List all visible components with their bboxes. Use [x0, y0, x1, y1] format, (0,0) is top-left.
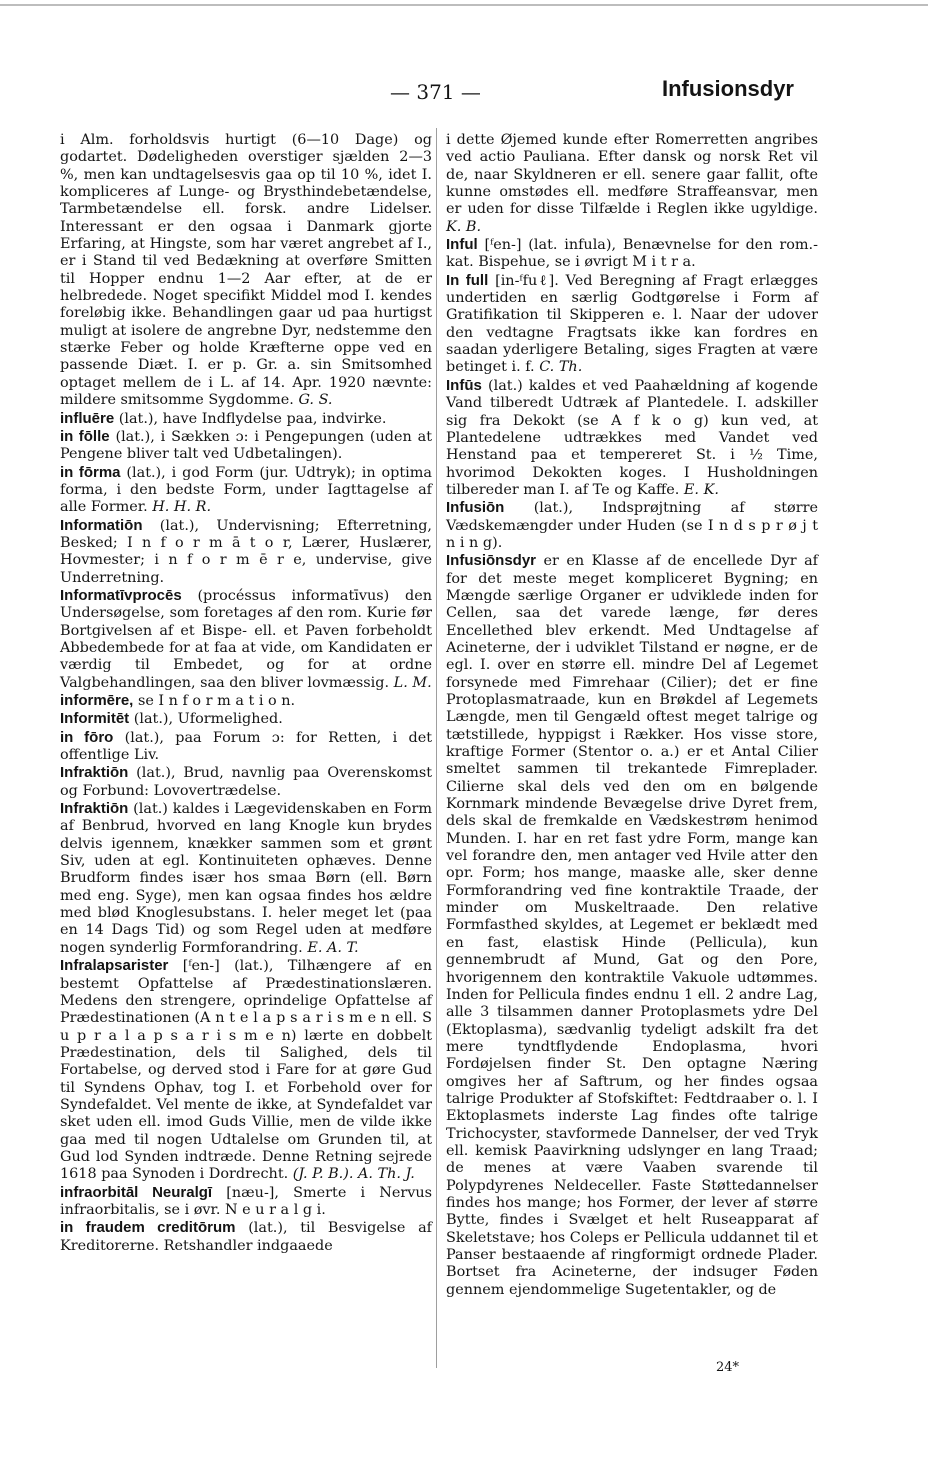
entry-signature: (J. P. B.). A. Th. J. [292, 1166, 415, 1183]
entry-continuation [446, 132, 818, 236]
entry [60, 410, 432, 428]
entry-text: (lat.) kaldes et ved Paahældning af kogende Vand tilberedt Udtræk af Plantedele. I. adskiller sig fra Dekokt (se A f k o g) kun ved, at Plantedelene udtrækkes med Vandet ved Henstand paa et tempereret St. i ½ Time, hvorimod Dekokten koges. I Husholdningen tilbereder man I. af Te og Kaffe. [446, 377, 818, 498]
entry [60, 957, 432, 1183]
running-head: Infusionsdyr [661, 76, 794, 101]
entry [60, 764, 432, 800]
entry [60, 464, 432, 517]
entry [60, 517, 432, 587]
entry-text: (lat.) kaldes i Lægevidenskaben en Form af Benbrud, hvorved en lang Knogle kun brydes delvis igennem, knækker sammen som et grønt Siv, uden at egl. Kontinuiteten ophæves. Denne Brudform findes især hos smaa Børn (ell. Børn med eng. Syge), men kan ogsaa findes hos ældre med blød Knoglesubstans. I. heler meget let (paa en 14 Dags Tid) og som Regel uden at medføre nogen synderlig Formforandring. [60, 801, 432, 956]
entry [446, 499, 818, 552]
entry-text: i Alm. forholdsvis hurtigt (6—10 Dage) og godartet. Dødeligheden overstiger sjælden 2—3 %, men kan undtagelsesvis gaa op til 10 %, idet I. kompliceres af Lunge- og Brysthindebetændelse, Tarmbetændelse ell. forsk. andre Lidelser. Interessant er den ogsaa i Danmark gjorte Erfaring, at Hingste, som har været angrebet af I., er i Stand til ved Bedækning at overføre Smitten til Hopper endnu 1—2 Aar efter, at de er helbredede. Noget specifikt Middel mod I. kendes foreløbig ikke. Behandlingen gaar ud paa hurtigst muligt at isolere de angrebne Dyr, nedstemme den stærke Feber og holde Kræfterne oppe ved en passende Diæt. I. er p. Gr. a. sin Smitsomhed optaget mellem de i L. af 14. Apr. 1920 nævnte: mildere smitsomme Sygdomme. [60, 132, 432, 409]
entry-signature: E. A. T. [307, 939, 359, 956]
entry [446, 272, 818, 377]
entry-signature: E. K. [683, 481, 719, 498]
signature-mark: 24* [716, 1360, 740, 1375]
entry-signature: H. H. R. [152, 499, 212, 516]
entry-text: er en Klasse af de encellede Dyr af for det meste meget kompliceret Bygning; en Mængde særlige Organer er udviklede inden for Cellen, saa det varede længe, før deres Encellethed blev erkendt. Med Undtagelse af Acineterne, der i udviklet Tilstand er nøgne, er de egl. I. over en større ell. mindre Del af Legemet forsynede med Fimrehaar (Cilier); det er fine Protoplasmatraade, kun en Brøkdel af Legemets Længde, men til Gengæld oftest meget talrige og tætstillede, hyppigst i Rækker. Hos visse store, kraftige Former (Stentor o. a.) er et Antal Cilier smeltet sammen til trekantede Fimreplader. Cilierne skal dels ved den om en bølgende Kornmark mindende Bevægelse drive Dyret frem, dels skal de fremkalde en Vædskestrøm henimod Munden. I. har en ret fast ydre Form, mange kan vel forandre den, men antager ved Hvile atter den opr. Form; hos mange, maaske alle, sker denne Formforandring ved fine kontraktile Traade, der minder om Muskeltraade. Den relative Formfasthed skyldes, at Legemet er beklædt med en fast, elastisk Hinde (Pellicula), kun gennembrudt af Mund, Gat og den Pore, hvorigennem den kontraktile Vakuole udtømmes. Inden for Pellicula findes endnu 1 ell. 2 andre Lag, alle 3 tilsammen danner Protoplasmets ydre Del (Ektoplasma), sædvanlig tydeligt adskilt fra det mere tyndtflydende Endoplasma, hvori Fordøjelsen finder St. Den optagne Næring omgives her af Saftrum, og her findes ogsaa talrige Produkter af Stofskiftet: Fedtdraaber o. l. I Ektoplasmets inderste Lag findes ofte talrige Trichocyster, stavformede Dannelser, der ved Tryk ell. kemisk Paavirkning udslynger en lang Traad; de menes at være Vaaben svarende til Polypdyrenes Neldeceller. Faste Støttedannelser findes hos mange; hos Former, der lever af større Bytte, findes i Svælget et helt Ruseapparat af Skeletstave; hos Coleps er Pellicula uddannet til et Panser bestaaende af ringformigt ordnede Plader. Bortset fra Acineterne, der indsuger Føden gennem ejendommelige Sugetentakler, og de [446, 553, 818, 1298]
entry-headword: in fōrma [60, 463, 121, 481]
entry-text: (lat.), til Besvigelse af Kreditorerne. Retshandler indgaaede [60, 1220, 432, 1254]
left-column [60, 132, 432, 1255]
entry-text: (lat.), i Sækken ɔ: i Pengepungen (uden at Pengene bliver talt ved Udbetalingen). [60, 428, 432, 463]
entry-text: (lat.), Brud, navnlig paa Overenskomst og Forbund: Lovovertrædelse. [60, 765, 433, 799]
entry-signature: K. B. [446, 218, 482, 235]
entry [446, 552, 818, 1299]
entry-headword: Infusiōn [446, 499, 505, 517]
entry [60, 800, 432, 957]
entry-headword: Inful [446, 236, 478, 254]
entry [60, 710, 432, 728]
entry-signature: L. M. [393, 674, 432, 691]
entry [60, 692, 432, 710]
entry [60, 1184, 432, 1220]
entry-text: (lat.), paa Forum ɔ: for Retten, i det offentlige Liv. [60, 729, 433, 764]
entry [60, 587, 432, 692]
entry-text: [ᶠen-] (lat. infula), Benævnelse for den rom.-kat. Bispehue, se i øvrigt M i t r a. [446, 237, 818, 271]
entry [60, 428, 432, 464]
entry-signature: C. Th. [539, 359, 583, 376]
entry-text: [ᶠen-] (lat.), Tilhængere af en bestemt Opfattelse af Prædestinationslæren. Medens den strengere, oprindelige Opfattelse af Prædestinationen (A n t e l a p s a r i s m e n ell. S u p r a l a p s a r i s m e n) lærte en dobbelt Prædestination, dels til Salighed, dels til Fortabelse, og derved stod i Fare for at gøre Gud til Syndens Ophav, tog I. et Forbehold over for Syndefaldet. Vel mente de ikke, at Syndefaldet var sket uden ell. imod Guds Villie, men de vilde ikke gaa med til nogen Udtalelse om Grunden til, at Gud lod Synden indtræde. Denne Retning sejrede 1618 paa Synoden i Dordrecht. [60, 958, 433, 1183]
entry-signature: G. S. [298, 392, 333, 409]
entry-headword: Infusiōnsdyr [446, 552, 537, 570]
entry-text: (procéssus informatīvus) den Undersøgelse, som foretages af den rom. Kurie før Bortgivelsen af et Bispe- ell. et Paven forbeholdt Abbedembede for at faa at vide, om Kandidaten er værdig til Embedet, og for at ordne Valgbehandlingen, saa den bliver lovmæssig. [60, 587, 433, 691]
entry-headword: Infralapsarister [60, 957, 169, 975]
entry-text: (lat.), have Indflydelse paa, indvirke. [118, 410, 387, 427]
entry-headword: Infraktiōn [60, 800, 129, 818]
entry-text: [in-ᶠfuℓ]. Ved Beregning af Fragt erlægges undertiden en særlig Godtgørelse i Form af Gratifikation til Skipperen e. l. Naar der udover den vedtagne Fragtsats ikke kan fordres en saadan yderligere Betaling, siges Fragten at være betinget i. f. [446, 272, 818, 376]
entry-continuation [60, 132, 432, 410]
entry-text: (lat.), Uformelighed. [133, 711, 283, 728]
entry-text: se I n f o r m a t i o n. [137, 693, 296, 709]
entry [60, 729, 432, 765]
page-number: — 371 — [390, 80, 481, 104]
entry-headword: Informatīvprocēs [60, 586, 182, 604]
entry [446, 236, 818, 272]
entry-headword: influēre [60, 409, 115, 427]
entry-text: i dette Øjemed kunde efter Romerretten angribes ved actio Pauliana. Efter dansk og norsk Ret vil de, naar Skyldneren er ell. senere gaar fallit, ofte kunne omstødes ell. medføre Straffeansvar, men er uden for disse Tilfælde i Reglen ikke ugyldige. [446, 132, 818, 218]
right-column [446, 132, 818, 1299]
entry-headword: in fōro [60, 728, 114, 746]
entry-headword: Informitēt [60, 710, 130, 728]
scan-top-edge [0, 4, 928, 6]
entry-text: (lat.), i god Form (jur. Udtryk); in optima forma, i den bedste Form, under Iagttagelse af alle Former. [60, 464, 432, 516]
entry-headword: infraorbitāl Neuralgī [60, 1183, 213, 1201]
entry-headword: in fraudem creditōrum [60, 1219, 236, 1237]
entry-headword: Informatiōn [60, 516, 143, 534]
entry-headword: Infraktiōn [60, 764, 129, 782]
entry-headword: Infūs [446, 376, 482, 394]
entry-text: [næu-], Smerte i Nervus infraorbitalis, se i øvr. N e u r a l g i. [60, 1184, 433, 1218]
entry-text: (lat.), Undervisning; Efterretning, Besked; I n f o r m ā t o r, Lærer, Huslærer, Hovmester; i n f o r m ē r e, undervise, give Underretning. [60, 517, 432, 586]
entry-text: (lat.), Indsprøjtning af større Vædskemængder under Huden (se I n d s p r ø j t n i n g). [446, 500, 818, 551]
entry-headword: informēre, [60, 692, 134, 709]
entry-headword: in fōlle [60, 427, 110, 445]
entry-headword: In full [446, 271, 489, 289]
entry [60, 1219, 432, 1255]
entry [446, 377, 818, 499]
column-divider [436, 128, 437, 1368]
